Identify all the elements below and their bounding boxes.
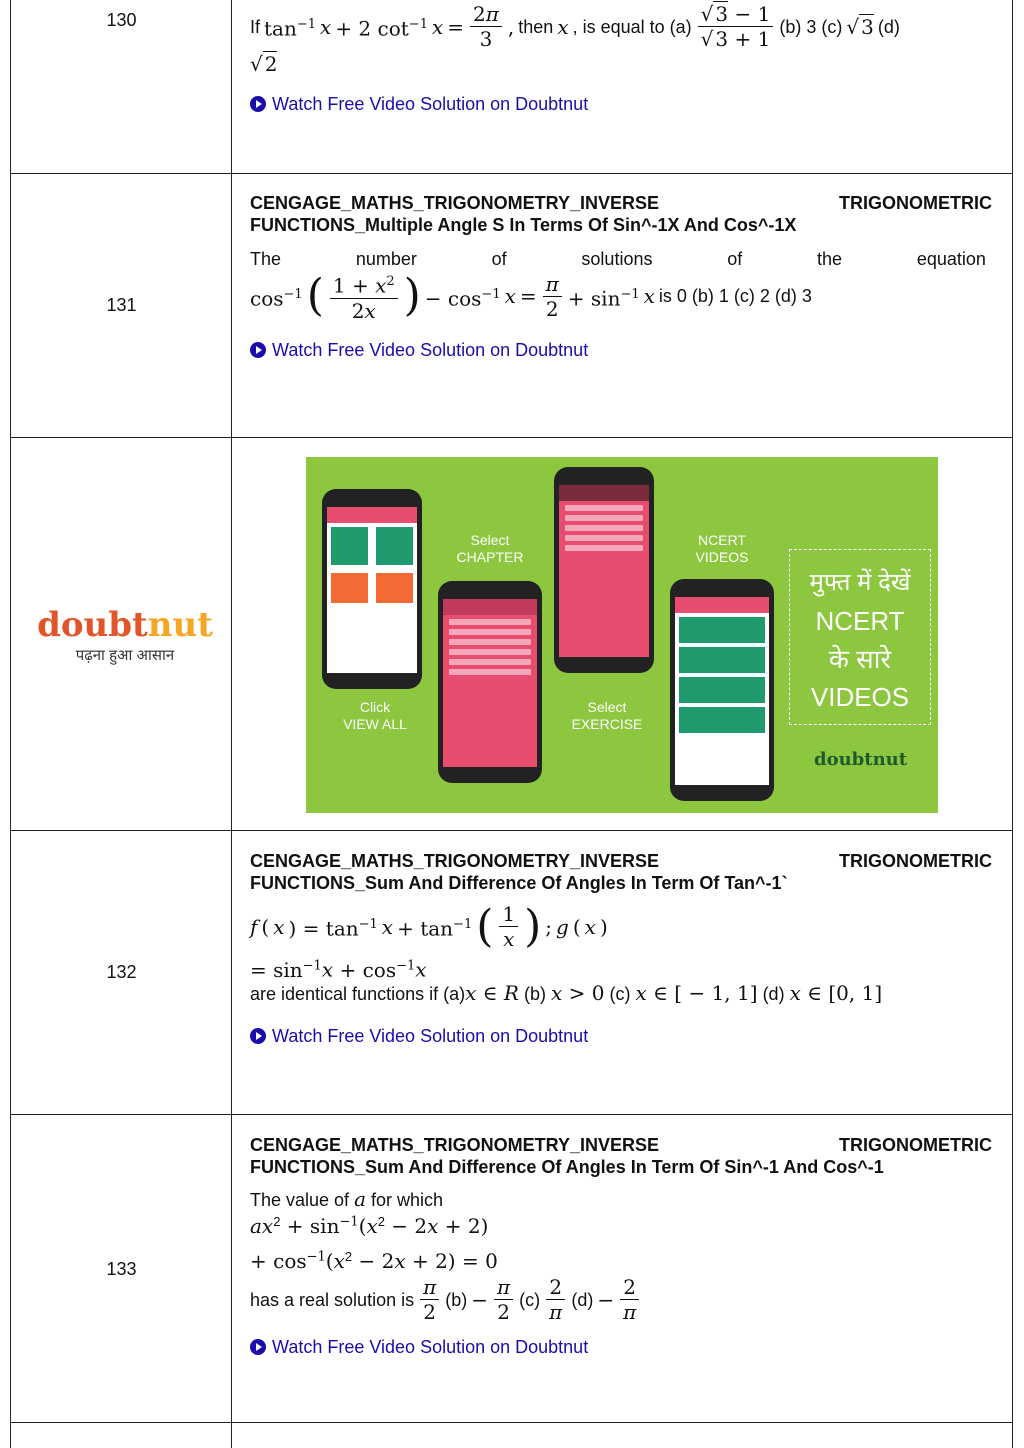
play-icon xyxy=(250,1028,266,1044)
question-number: 131 xyxy=(106,295,137,315)
question-number: 133 xyxy=(106,1259,137,1279)
option-d-sqrt2: √ 2 xyxy=(250,52,278,76)
row-divider xyxy=(10,1422,1013,1423)
doubtnut-logo: doubtnut पढ़ना हुआ आसान xyxy=(37,605,213,664)
caption-select-chapter: Select CHAPTER xyxy=(456,532,524,565)
question-equation: $ax^2 + \sin^{-1}(x^2 - 2x + 2)$ xyxy=(250,1214,489,1238)
promo-banner[interactable] xyxy=(306,457,938,813)
play-icon xyxy=(250,96,266,112)
question-equation-line2: + $\cos^{-1}(x^2 - 2x + 2) = 0$ xyxy=(250,1249,498,1273)
question-prefix: If xyxy=(250,16,261,37)
question-132 xyxy=(250,850,992,1047)
watch-video-link[interactable]: Watch Free Video Solution on Doubtnut xyxy=(250,93,992,115)
question-130 xyxy=(250,2,992,115)
question-options: has a real solution is $\frac{\pi}{2}$ (b) − $\frac{\pi}{2}$ (c) $\frac{2}{\pi}$ (d) − $\frac{2}{\pi}$ xyxy=(250,1275,992,1324)
row-divider xyxy=(10,1114,1013,1115)
question-heading: CENGAGE_MATHS_TRIGONOMETRY_INVERSE TRIGONOMETRIC FUNCTIONS_Sum And Difference Of Angles In Term Of Tan^-1` xyxy=(250,851,992,893)
row-divider xyxy=(10,830,1013,831)
table-border-right xyxy=(1012,0,1013,1448)
question-number: 132 xyxy=(106,962,137,982)
question-lead: The value of a for which xyxy=(250,1187,444,1211)
question-options: are identical functions if (a)x ∈ R (b) x > 0 (c) x ∈ [ − 1, 1] (d) x ∈ [0, 1] xyxy=(250,980,883,1005)
table-column-divider xyxy=(231,0,232,1448)
question-133 xyxy=(250,1134,992,1358)
row-divider xyxy=(10,437,1013,438)
watch-video-link[interactable]: Watch Free Video Solution on Doubtnut xyxy=(250,1336,992,1358)
question-heading: CENGAGE_MATHS_TRIGONOMETRY_INVERSE TRIGONOMETRIC FUNCTIONS_Multiple Angle S In Terms Of Sin^-1X And Cos^-1X xyxy=(250,193,992,235)
question-number: 130 xyxy=(106,10,137,30)
caption-click: Click VIEW ALL xyxy=(343,699,407,732)
phone-library xyxy=(322,489,422,689)
table-border-left xyxy=(10,0,11,1448)
play-icon xyxy=(250,1339,266,1355)
question-equation: $\cos^{-1}$ ( $\frac{1 + x^2}{2x}$ ) − $\cos^{-1}$ x = $\frac{\pi}{2}$ + $\sin^{-1}$ x is 0 (b) 1 (c) 2 (d) 3 xyxy=(250,270,812,323)
banner-logo: doubtnut xyxy=(814,749,908,770)
question-131 xyxy=(250,192,992,361)
caption-select-exercise: Select EXERCISE xyxy=(571,699,643,732)
question-text: If $\tan^{-1}$ x + 2 $\cot^{-1}$ x = $\frac{2\pi}{3}$ , then x , is equal to (a) $\frac{√ 3 - 1}{√ 3 + 1}$ (b) 3 (c) √ 3 (d) xyxy=(250,2,900,51)
phone-exercises xyxy=(554,467,654,673)
row-divider xyxy=(10,173,1013,174)
hindi-promo-box: मुफ्त में देखें NCERT के सारे VIDEOS xyxy=(789,549,931,725)
question-heading: CENGAGE_MATHS_TRIGONOMETRY_INVERSE TRIGONOMETRIC FUNCTIONS_Sum And Difference Of Angles In Term Of Sin^-1 And Cos^-1 xyxy=(250,1135,992,1177)
question-words: The number of solutions of the equation xyxy=(250,249,986,269)
question-equation-line2: = $\sin^{-1}x + \cos^{-1}x$ xyxy=(250,957,427,982)
phone-chapters xyxy=(438,581,542,783)
caption-ncert-videos: NCERT VIDEOS xyxy=(695,532,749,565)
question-equation: f ( x ) = $\tan^{-1}$ x + $\tan^{-1}$ ( $\frac{1}{x}$ ) ; g ( x ) xyxy=(250,900,608,952)
play-icon xyxy=(250,342,266,358)
phone-ncert-videos xyxy=(670,579,774,801)
watch-video-link[interactable]: Watch Free Video Solution on Doubtnut xyxy=(250,339,992,361)
watch-video-link[interactable]: Watch Free Video Solution on Doubtnut xyxy=(250,1025,992,1047)
